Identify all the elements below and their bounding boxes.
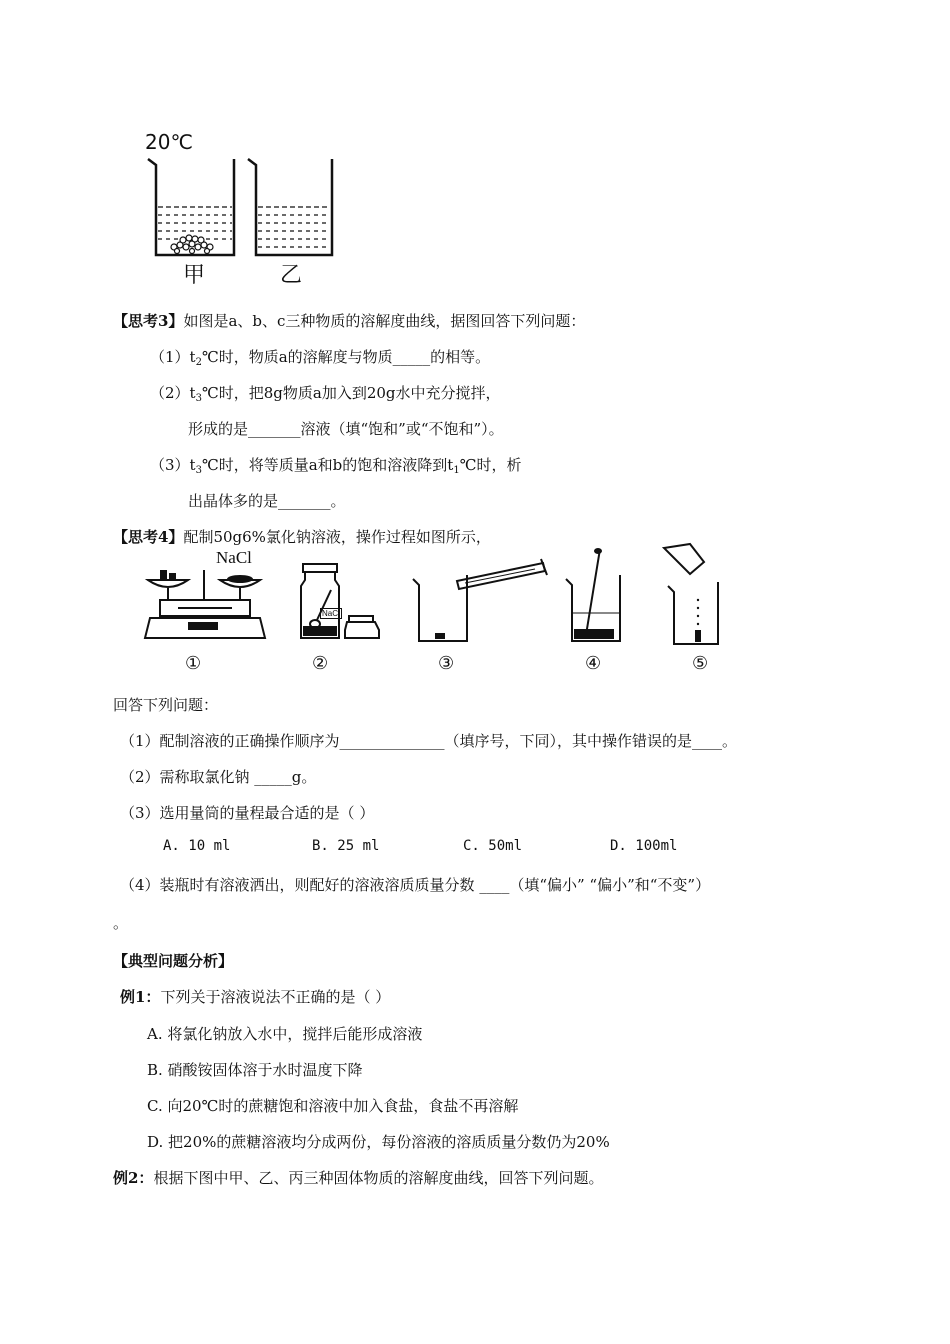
think3-q3b: 出晶体多的是_______。 (188, 492, 346, 510)
think4-heading (113, 526, 491, 547)
think3-q3 (150, 454, 521, 476)
example1 (120, 986, 390, 1007)
step-label-4: ④ (585, 653, 602, 674)
balance-icon (140, 560, 270, 645)
think3-q3-mid: ℃时，将等质量a和b的饱和溶液降到t (201, 456, 454, 474)
think4-option-c: C. 50ml (463, 838, 523, 854)
think4-q2: （2）需称取氯化钠 _____g。 (120, 768, 317, 786)
think4-option-d: D. 100ml (610, 838, 678, 854)
pouring-beaker-icon (405, 545, 555, 645)
think4-q3: （3）选用量筒的量程最合适的是（ ） (120, 804, 375, 822)
think3-q1-pre: （1）t (150, 348, 196, 366)
example1-option-d: D. 把20%的蔗糖溶液均分成两份，每份溶液的溶质质量分数仍为20% (147, 1133, 610, 1151)
think3-q2-pre: （2）t (150, 384, 196, 402)
example2-text: 根据下图中甲、乙、丙三种固体物质的溶解度曲线，回答下列问题。 (153, 1169, 604, 1187)
step-label-3: ③ (438, 653, 455, 674)
think4-option-b: B. 25 ml (312, 838, 380, 854)
example1-tag: 例1： (120, 988, 161, 1006)
beaker-jia-liquid (158, 207, 232, 239)
beaker-temperature-label: 20℃ (145, 130, 193, 154)
beaker-label-jia: 甲 (183, 263, 206, 288)
stirring-beaker-icon (560, 545, 630, 645)
beaker-label-yi: 乙 (280, 263, 303, 288)
think3-q2-post: ℃时，把8g物质a加入到20g水中充分搅拌， (201, 384, 501, 402)
step-label-5: ⑤ (692, 653, 709, 674)
reagent-bottle-icon (295, 560, 385, 645)
bottle-label: NaCl (322, 609, 340, 618)
think3-heading (113, 310, 585, 331)
think3-q3-pre: （3）t (150, 456, 196, 474)
example1-option-a: A. 将氯化钠放入水中，搅拌后能形成溶液 (147, 1025, 423, 1043)
example1-option-b: B. 硝酸铵固体溶于水时温度下降 (147, 1061, 363, 1079)
think3-q2 (150, 382, 501, 404)
think4-option-a: A. 10 ml (163, 838, 231, 854)
think4-q4-end: 。 (113, 914, 129, 932)
step-label-1: ① (185, 653, 202, 674)
beaker-yi-liquid (258, 207, 330, 247)
think3-intro: 如图是a、b、c三种物质的溶解度曲线，据图回答下列问题： (183, 312, 586, 330)
think3-q1-post: ℃时，物质a的溶解度与物质_____的相等。 (201, 348, 491, 366)
step-label-2: ② (312, 653, 329, 674)
think4-q4: （4）装瓶时有溶液洒出，则配好的溶液溶质质量分数 ____（填“偏小” “偏小”和“不变”） (120, 876, 711, 894)
think3-q3-sub: 3 (195, 465, 202, 476)
think4-tag: 【思考4】 (113, 528, 184, 546)
example2 (113, 1167, 603, 1188)
think4-intro: 配制50g6%氯化钠溶液，操作过程如图所示， (183, 528, 491, 546)
think3-q1-sub: 2 (195, 357, 202, 368)
think4-answer-intro: 回答下列问题： (113, 696, 219, 714)
analysis-heading: 【典型问题分析】 (113, 952, 234, 970)
think4-q1: （1）配制溶液的正确操作顺序为______________（填序号，下同），其中操作错误的是____。 (120, 732, 738, 750)
beaker-figure (140, 155, 340, 260)
nacl-label: NaCl (216, 548, 252, 567)
think3-q1 (150, 346, 490, 368)
think3-tag: 【思考3】 (113, 312, 184, 330)
weighing-paper-beaker-icon (660, 540, 730, 650)
example2-tag: 例2： (113, 1169, 154, 1187)
example1-option-c: C. 向20℃时的蔗糖饱和溶液中加入食盐，食盐不再溶解 (147, 1097, 519, 1115)
think3-q2b: 形成的是_______溶液（填“饱和”或“不饱和”）。 (188, 420, 504, 438)
think3-q3-post: ℃时，析 (459, 456, 522, 474)
example1-text: 下列关于溶液说法不正确的是（ ） (160, 988, 391, 1006)
think3-q2-sub: 3 (195, 393, 202, 404)
think3-q3-sub2: 1 (453, 465, 460, 476)
undissolved-crystals (171, 235, 213, 254)
